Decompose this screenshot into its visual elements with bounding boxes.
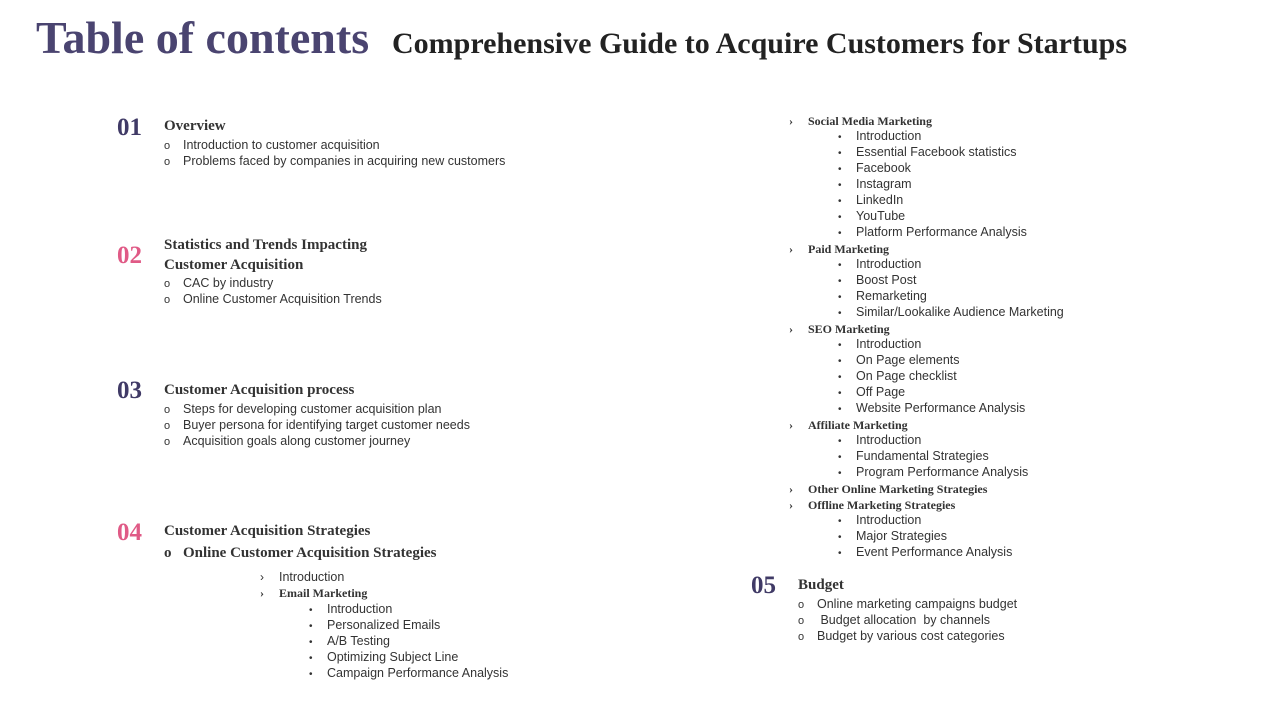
offline-marketing-heading: › Offline Marketing Strategies — [789, 498, 956, 512]
other-online-marketing-heading: › Other Online Marketing Strategies — [789, 482, 988, 496]
list-item: • Similar/Lookalike Audience Marketing — [838, 304, 1064, 322]
list-item: • On Page checklist — [838, 368, 957, 386]
list-item: o Problems faced by companies in acquiring new customers — [164, 154, 506, 168]
list-item: • Personalized Emails — [309, 617, 440, 635]
bullet-icon: • — [309, 621, 313, 632]
page-title: Table of contents — [36, 12, 370, 63]
bullet-icon: • — [838, 276, 842, 287]
circle-bullet-icon: o — [164, 420, 171, 432]
bullet-icon: • — [838, 292, 842, 303]
list-item: o Budget by various cost categories — [798, 629, 1005, 643]
circle-bullet-icon: o — [798, 631, 805, 643]
seo-marketing-heading: › SEO Marketing — [789, 322, 890, 336]
chevron-right-icon: › — [789, 114, 793, 128]
bullet-icon: • — [838, 228, 842, 239]
list-item: o Steps for developing customer acquisition plan — [164, 402, 442, 416]
list-item: • On Page elements — [838, 352, 960, 370]
bullet-icon: • — [838, 532, 842, 543]
chevron-right-icon: › — [789, 418, 793, 432]
list-item: • Campaign Performance Analysis — [309, 665, 508, 683]
bullet-icon: • — [838, 180, 842, 191]
list-item: • Introduction — [309, 601, 392, 619]
bullet-icon: • — [309, 605, 313, 616]
list-item: • Fundamental Strategies — [838, 448, 989, 466]
list-item: • Introduction — [838, 256, 921, 274]
chevron-right-icon: › — [789, 322, 793, 336]
circle-bullet-icon: o — [798, 599, 805, 611]
list-item: • Boost Post — [838, 272, 916, 290]
list-item: o Acquisition goals along customer journey — [164, 434, 411, 448]
bullet-icon: • — [838, 148, 842, 159]
list-item: • LinkedIn — [838, 192, 903, 210]
list-item: • Facebook — [838, 160, 911, 178]
section-04-heading: Customer Acquisition Strategies — [164, 523, 371, 539]
section-02-heading-line2: Customer Acquisition — [164, 257, 304, 273]
list-item: o CAC by industry — [164, 276, 274, 290]
list-item: o Budget allocation by channels — [798, 613, 991, 627]
list-item: • Instagram — [838, 176, 912, 194]
list-item: • Introduction — [838, 336, 921, 354]
bullet-icon: • — [838, 452, 842, 463]
list-item: o Buyer persona for identifying target customer needs — [164, 418, 470, 432]
section-01-number: 01 — [117, 114, 142, 141]
list-item: • Website Performance Analysis — [838, 400, 1025, 418]
bullet-icon: • — [838, 548, 842, 559]
bullet-icon: • — [309, 637, 313, 648]
bullet-icon: • — [838, 388, 842, 399]
bullet-icon: • — [309, 653, 313, 664]
list-item: • Major Strategies — [838, 528, 947, 546]
bullet-icon: • — [838, 356, 842, 367]
email-marketing-heading: › Email Marketing — [260, 586, 368, 600]
circle-bullet-icon: o — [164, 404, 171, 416]
chevron-right-icon: › — [789, 498, 793, 512]
chevron-right-icon: › — [789, 242, 793, 256]
bullet-icon: • — [838, 404, 842, 415]
bullet-icon: • — [838, 132, 842, 143]
list-item: • Optimizing Subject Line — [309, 649, 458, 667]
bullet-icon: • — [838, 436, 842, 447]
bullet-icon: • — [838, 212, 842, 223]
section-03-number: 03 — [117, 377, 142, 404]
list-item: o Introduction to customer acquisition — [164, 138, 380, 152]
bullet-icon: • — [838, 516, 842, 527]
list-item: • Program Performance Analysis — [838, 464, 1028, 482]
circle-bullet-icon: o — [164, 436, 171, 448]
list-item: • YouTube — [838, 208, 905, 226]
bullet-icon: • — [838, 164, 842, 175]
circle-bullet-icon: o — [798, 615, 805, 627]
list-item: o Online marketing campaigns budget — [798, 597, 1018, 611]
list-item: • A/B Testing — [309, 633, 390, 651]
circle-bullet-icon: o — [164, 294, 171, 306]
bullet-icon: • — [838, 260, 842, 271]
list-item: › Introduction — [260, 570, 345, 584]
list-item: • Introduction — [838, 128, 921, 146]
bullet-icon: • — [838, 340, 842, 351]
page-subtitle: Comprehensive Guide to Acquire Customers for Startups — [392, 27, 1127, 60]
chevron-right-icon: › — [260, 586, 264, 600]
section-02-heading-line1: Statistics and Trends Impacting — [164, 237, 367, 253]
section-05-number: 05 — [751, 572, 776, 599]
section-05-heading: Budget — [798, 577, 844, 593]
bullet-icon: • — [838, 468, 842, 479]
section-01-heading: Overview — [164, 118, 226, 134]
bullet-icon: • — [838, 196, 842, 207]
affiliate-marketing-heading: › Affiliate Marketing — [789, 418, 908, 432]
list-item: • Essential Facebook statistics — [838, 144, 1017, 162]
section-02-number: 02 — [117, 242, 142, 269]
bullet-icon: • — [838, 308, 842, 319]
list-item: • Introduction — [838, 432, 921, 450]
circle-bullet-icon: o — [164, 278, 171, 290]
circle-bullet-icon: o — [164, 156, 171, 168]
circle-bullet-icon: o — [164, 140, 171, 152]
section-04-number: 04 — [117, 519, 142, 546]
list-item: o Online Customer Acquisition Trends — [164, 292, 382, 306]
section-04-subheading: o Online Customer Acquisition Strategies — [164, 545, 437, 561]
social-media-heading: › Social Media Marketing — [789, 114, 932, 128]
section-03-heading: Customer Acquisition process — [164, 382, 355, 398]
list-item: • Remarketing — [838, 288, 927, 306]
bullet-icon: • — [309, 669, 313, 680]
paid-marketing-heading: › Paid Marketing — [789, 242, 889, 256]
list-item: • Off Page — [838, 384, 905, 402]
list-item: • Event Performance Analysis — [838, 544, 1012, 562]
chevron-right-icon: › — [260, 570, 264, 584]
list-item: • Introduction — [838, 512, 921, 530]
bullet-icon: • — [838, 372, 842, 383]
list-item: • Platform Performance Analysis — [838, 224, 1027, 242]
circle-bullet-icon: o — [164, 545, 172, 561]
chevron-right-icon: › — [789, 482, 793, 496]
